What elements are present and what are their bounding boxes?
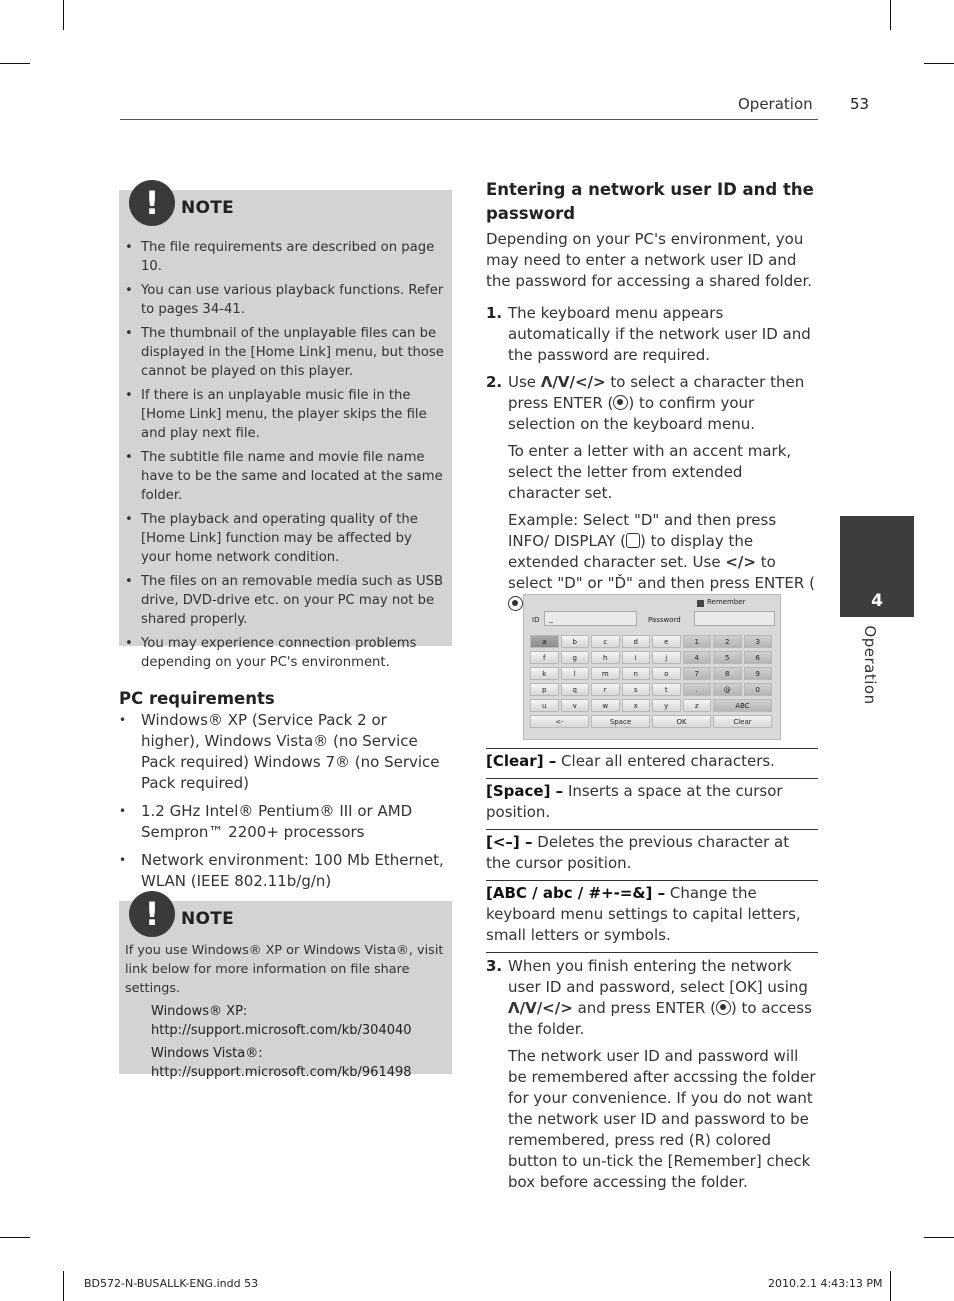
note-text: If you use Windows® XP or Windows Vista®, visit link below for more information on file share settings. (125, 943, 444, 996)
crop-mark (63, 1271, 64, 1301)
note-item: • You may experience connection problems depending on your PC's environment. (125, 634, 444, 672)
step-3-container (486, 956, 818, 1199)
keyboard-key: b (561, 635, 590, 648)
keyboard-key: ABC (713, 699, 772, 712)
keyboard-key: m (591, 667, 620, 680)
def-space: [Space] – Inserts a space at the cursor position. (486, 778, 818, 829)
step-1 (486, 303, 818, 366)
id-label: ID (532, 616, 540, 624)
note-item: • You can use various playback functions. Refer to pages 34-41. (125, 281, 444, 319)
keyboard-key-bottom: Space (591, 715, 650, 728)
note-item: • The playback and operating quality of the [Home Link] function may be affected by your home network condition. (125, 510, 444, 567)
def-abc: [ABC / abc / #+-=&] – Change the keyboard menu settings to capital letters, small letters or symbols. (486, 880, 818, 953)
crop-mark (0, 1237, 30, 1238)
windows-xp-label: Windows® XP: (151, 1004, 248, 1019)
step-text: To enter a letter with an accent mark, select the letter from extended character set. (508, 442, 792, 502)
keyboard-key: 7 (683, 667, 712, 680)
crop-mark (890, 0, 891, 30)
crop-mark (0, 63, 30, 64)
keyboard-key: 6 (744, 651, 773, 664)
keyboard-key: j (652, 651, 681, 664)
keyboard-key: f (530, 651, 559, 664)
keyboard-key: o (652, 667, 681, 680)
keyboard-menu-screenshot (523, 594, 781, 740)
network-user-id-section (486, 178, 818, 621)
header-rule (120, 119, 818, 120)
keyboard-key: 0 (744, 683, 773, 696)
note-box-share-settings (119, 895, 452, 1080)
info-display-icon (626, 533, 640, 548)
keyboard-key: x (622, 699, 651, 712)
pc-requirements-title: PC requirements (119, 689, 275, 708)
keyboard-key: e (652, 635, 681, 648)
note-item: • The file requirements are described on page 10. (125, 238, 444, 276)
arrow-keys: Λ/V/</> (540, 373, 606, 391)
note-box-file-requirements (119, 184, 452, 670)
arrow-keys: </> (725, 553, 756, 571)
note-item: • The files on an removable media such as USB drive, DVD-drive etc. on your PC may not be shared properly. (125, 572, 444, 629)
step-text: Example: Select "D" and then press INFO/ DISPLAY ( ) to display the extended character set. Use </> to select "D" or "Ď" and then press ENTER ( (508, 510, 818, 615)
keyboard-key: t (652, 683, 681, 696)
keyboard-key: v (561, 699, 590, 712)
keyboard-definitions (486, 748, 818, 953)
exclamation-icon: ! (129, 891, 175, 937)
keyboard-key: s (622, 683, 651, 696)
step-text: When you finish entering the network user ID and password, select [OK] using Λ/V/</> and press ENTER ( ) to access the folder. (508, 957, 812, 1038)
note-label: NOTE (181, 198, 235, 218)
keyboard-key: a (530, 635, 559, 648)
windows-xp-link[interactable]: http://support.microsoft.com/kb/304040 (151, 1023, 412, 1038)
keyboard-key: . (683, 683, 712, 696)
step-text: The network user ID and password will be remembered after accssing the folder for your convenience. If you do not want the network user ID and password to be remembered, press red (R) colored button to un-tick the [Remember] check box before accessing the folder. (508, 1047, 816, 1191)
enter-icon (716, 1000, 731, 1015)
keyboard-key: 8 (713, 667, 742, 680)
enter-icon (508, 596, 523, 611)
keyboard-key: w (591, 699, 620, 712)
pc-requirement-item: • Network environment: 100 Mb Ethernet, WLAN (IEEE 802.11b/g/n) (119, 850, 449, 892)
keyboard-key: 3 (744, 635, 773, 648)
pc-requirement-item: • 1.2 GHz Intel® Pentium® III or AMD Sempron™ 2200+ processors (119, 801, 449, 843)
keyboard-key: c (591, 635, 620, 648)
note-header (119, 895, 452, 941)
windows-vista-link[interactable]: http://support.microsoft.com/kb/961498 (151, 1065, 412, 1080)
keyboard-key: 5 (713, 651, 742, 664)
keyboard-key-bottom: OK (652, 715, 711, 728)
step-3 (486, 956, 818, 1193)
keyboard-key: d (622, 635, 651, 648)
keyboard-key: h (591, 651, 620, 664)
link-block (119, 998, 452, 1082)
crop-mark (890, 1271, 891, 1301)
footer-file-info: BD572-N-BUSALLK-ENG.indd 53 (84, 1277, 259, 1290)
step-2 (486, 372, 818, 615)
password-field (694, 611, 775, 626)
step-text: The keyboard menu appears automatically if the network user ID and the password are required. (508, 304, 811, 364)
step-text: Use Λ/V/</> to select a character then press ENTER ( ) to confirm your selection on the keyboard menu. (508, 373, 805, 433)
keyboard-key: 1 (683, 635, 712, 648)
step-number: 1. (486, 304, 503, 322)
keyboard-key-bottom: Clear (713, 715, 772, 728)
keyboard-key: y (652, 699, 681, 712)
keyboard-key: @ (713, 683, 742, 696)
footer-timestamp: 2010.2.1 4:43:13 PM (768, 1277, 883, 1290)
chapter-tab-label-wrap (850, 625, 879, 706)
password-label: Password (648, 616, 681, 624)
keyboard-key: r (591, 683, 620, 696)
note-label: NOTE (181, 909, 235, 929)
note-item: • The thumbnail of the unplayable files can be displayed in the [Home Link] menu, but those cannot be played on this player. (125, 324, 444, 381)
note-item: • If there is an unplayable music file in the [Home Link] menu, the player skips the file and play next file. (125, 386, 444, 443)
chapter-label: Operation (861, 625, 879, 705)
keyboard-key: q (561, 683, 590, 696)
keyboard-key: n (622, 667, 651, 680)
keyboard-key: 4 (683, 651, 712, 664)
header-section: Operation (738, 95, 813, 113)
note-list (119, 238, 452, 685)
keyboard-key: 2 (713, 635, 742, 648)
keyboard-key: g (561, 651, 590, 664)
keyboard-key: 9 (744, 667, 773, 680)
step-number: 3. (486, 957, 503, 975)
id-field: _ (544, 611, 637, 626)
def-clear: [Clear] – Clear all entered characters. (486, 748, 818, 778)
pc-requirements-list (119, 710, 449, 899)
remember-label: Remember (707, 598, 746, 606)
keyboard-key: l (561, 667, 590, 680)
keyboard-key: p (530, 683, 559, 696)
intro-text: Depending on your PC's environment, you may need to enter a network user ID and the password for accessing a shared folder. (486, 230, 813, 290)
step-number: 2. (486, 373, 503, 391)
remember-checkbox (697, 600, 704, 607)
arrow-keys: Λ/V/</> (508, 999, 573, 1017)
windows-vista-label: Windows Vista®: (151, 1046, 263, 1061)
note-header (119, 184, 452, 238)
keyboard-key: u (530, 699, 559, 712)
page-number: 53 (850, 95, 870, 113)
crop-mark (63, 0, 64, 30)
exclamation-icon: ! (129, 180, 175, 226)
chapter-number: 4 (871, 591, 883, 611)
def-backspace: [<–] – Deletes the previous character at the cursor position. (486, 829, 818, 880)
enter-icon (613, 395, 628, 410)
pc-requirement-item: • Windows® XP (Service Pack 2 or higher), Windows Vista® (no Service Pack required) Windows 7® (no Service Pack required) (119, 710, 449, 794)
section-title: Entering a network user ID and the password (486, 180, 814, 223)
keyboard-key: k (530, 667, 559, 680)
keyboard-key: z (683, 699, 712, 712)
keyboard-key-bottom: <- (530, 715, 589, 728)
crop-mark (924, 1237, 954, 1238)
crop-mark (924, 63, 954, 64)
keyboard-key: i (622, 651, 651, 664)
note-item: • The subtitle file name and movie file name have to be the same and located at the same folder. (125, 448, 444, 505)
chapter-tab (840, 516, 914, 617)
